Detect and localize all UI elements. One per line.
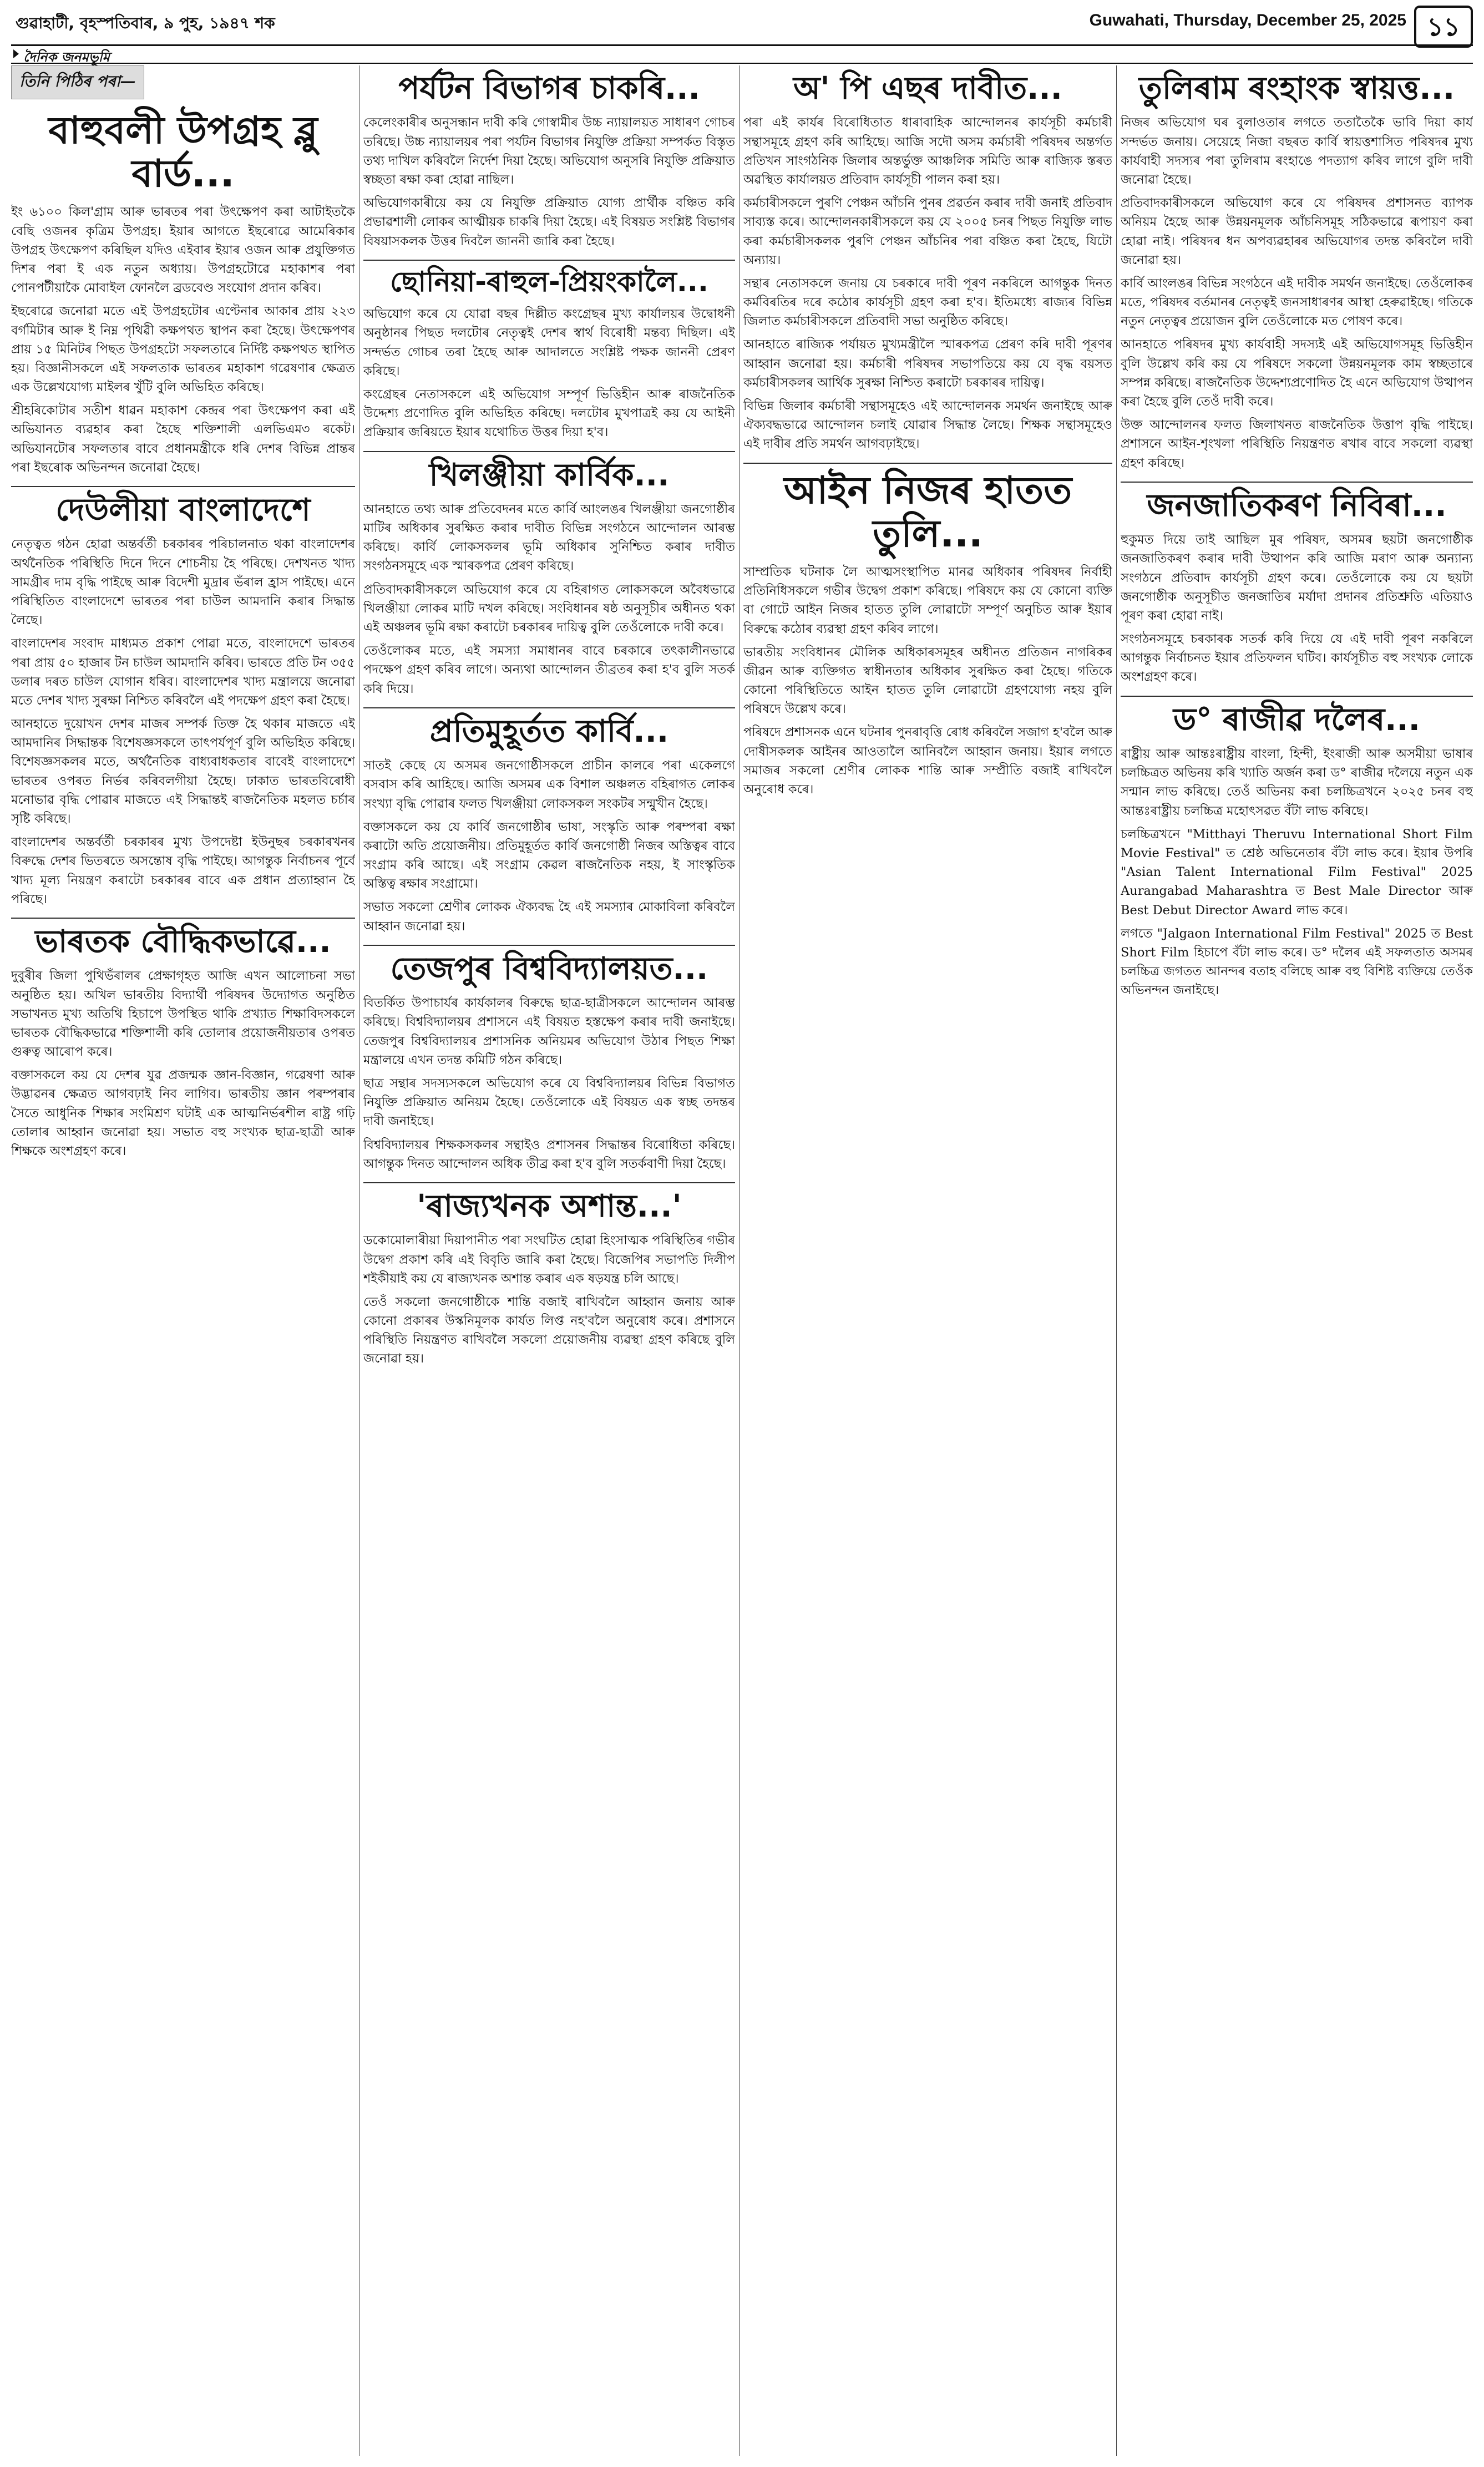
divider <box>363 260 735 261</box>
paragraph: ডকোমোলাৰীয়া দিয়াপানীত পৰা সংঘটিত হোৱা হিংসাত্মক পৰিস্থিতিৰ গভীৰ উদ্বেগ প্ৰকাশ কৰি এই বিবৃতি জাৰি কৰা হৈছে। বিজেপিৰ সভাপতি দিলীপ শইকীয়াই কয় যে ৰাজ্যখনক অশান্ত কৰাৰ এক ষড়যন্ত্ৰ চলি আছে। <box>363 1233 735 1286</box>
brand-bar <box>11 44 1473 64</box>
story-tribal-status <box>1121 488 1473 687</box>
paragraph: সংগঠনসমূহে চৰকাৰক সতৰ্ক কৰি দিয়ে যে এই দাবী পূৰণ নকৰিলে আগন্তুক নিৰ্বাচনত ইয়াৰ প্ৰতিফলন ঘটিব। কাৰ্যসূচীত বহু সংখ্যক লোকে অংশগ্ৰহণ কৰে। <box>1121 632 1473 685</box>
section-label: তিনি পিঠিৰ পৰা— <box>11 65 144 99</box>
paragraph: তেওঁলোকৰ মতে, এই সমস্যা সমাধানৰ বাবে চৰকাৰে তৎকালীনভাৱে পদক্ষেপ গ্ৰহণ কৰিব লাগে। অন্যথা আন্দোলন তীব্ৰতৰ কৰা হ'ব বুলি সতৰ্ক কৰি দিয়ে। <box>363 644 735 696</box>
headline: বাহুবলী উপগ্ৰহ ব্লু বাৰ্ড... <box>48 109 318 196</box>
headline: ছোনিয়া-ৰাহুল-প্ৰিয়ংকালৈ... <box>390 265 708 298</box>
story-tourism <box>363 71 735 251</box>
divider <box>363 707 735 708</box>
story-karbi-every-moment <box>363 714 735 936</box>
story-gandhi <box>363 266 735 442</box>
divider <box>743 463 1112 464</box>
paragraph: পৰিষদে প্ৰশাসনক এনে ঘটনাৰ পুনৰাবৃত্তি ৰোধ কৰিবলৈ সজাগ হ'বলৈ আৰু দোষীসকলক আইনৰ আওতালৈ আনিবলৈ আহ্বান জনায়। ইয়াৰ লগতে সমাজৰ সকলো শ্ৰেণীৰ লোকক শান্তি আৰু সম্প্ৰীতি বজাই ৰাখিবলৈ অনুৰোধ কৰে। <box>743 725 1112 797</box>
paragraph: প্ৰতিবাদকাৰীসকলে অভিযোগ কৰে যে বহিৰাগত লোকসকলে অবৈধভাৱে খিলঞ্জীয়া লোকৰ মাটি দখল কৰিছে। সংবিধানৰ ষষ্ঠ অনুসূচীৰ অধীনত থকা এই অঞ্চলৰ ভূমি ৰক্ষা কৰাটো চৰকাৰৰ দায়িত্ব বুলি তেওঁলোকে দাবী কৰে। <box>363 582 735 635</box>
divider <box>11 918 355 919</box>
story-tezpur-university <box>363 951 735 1173</box>
column-4 <box>1121 65 1473 2456</box>
paragraph: ৰাষ্ট্ৰীয় আৰু আন্তঃৰাষ্ট্ৰীয় বাংলা, হিন্দী, ইংৰাজী আৰু অসমীয়া ভাষাৰ চলচ্চিত্ৰত অভিনয় কৰি খ্যাতি অৰ্জন কৰা ড° ৰাজীৱ দলৈয়ে নতুন এক সন্মান লাভ কৰিছে। তেওঁ অভিনয় কৰা চলচ্চিত্ৰখনে ২০২৫ চনৰ বহু আন্তঃৰাষ্ট্ৰীয় চলচ্চিত্ৰ মহোৎসৱত বঁটা লাভ কৰিছে। <box>1121 747 1473 818</box>
divider <box>1121 696 1473 697</box>
divider <box>1121 482 1473 483</box>
divider <box>363 451 735 452</box>
paragraph: কংগ্ৰেছৰ নেতাসকলে এই অভিযোগ সম্পূৰ্ণ ভিত্তিহীন আৰু ৰাজনৈতিক উদ্দেশ্য প্ৰণোদিত বুলি অভিহিত কৰিছে। দলটোৰ মুখপাত্ৰই কয় যে আইনী প্ৰক্ৰিয়াৰ জৰিয়তে ইয়াৰ যথোচিত উত্তৰ দিয়া হ'ব। <box>363 387 735 440</box>
paragraph: আনহাতে দুয়োখন দেশৰ মাজৰ সম্পৰ্ক তিক্ত হৈ থকাৰ মাজতে এই আমদানিৰ সিদ্ধান্তক বিশেষজ্ঞসকলে তাৎপৰ্যপূৰ্ণ বুলি অভিহিত কৰিছে। বিশেষজ্ঞসকলৰ মতে, অৰ্থনৈতিক বাধ্যবাধকতাৰ বাবেই বাংলাদেশে ভাৰতৰ ওপৰত নিৰ্ভৰ কৰিবলগীয়া হৈছে। ঢাকাত ভাৰতবিৰোধী মনোভাৱ বৃদ্ধি পোৱাৰ মাজতে এই সিদ্ধান্তই ৰাজনৈতিক মহলত চৰ্চাৰ সৃষ্টি কৰিছে। <box>11 717 355 827</box>
story-tuliram <box>1121 71 1473 473</box>
divider <box>363 945 735 946</box>
headline: তেজপুৰ বিশ্ববিদ্যালয়ত... <box>390 950 708 987</box>
headline: প্ৰতিমুহূৰ্তত কাৰ্বি... <box>429 713 669 749</box>
triangle-icon <box>13 49 19 58</box>
headline: তুলিৰাম ৰংহাংক স্বায়ত্ত... <box>1138 70 1455 107</box>
dateline-assamese: গুৱাহাটী, বৃহস্পতিবাৰ, ৯ পুহ, ১৯৪৭ শক <box>16 14 275 32</box>
story-ops <box>743 71 1112 454</box>
paragraph: প্ৰতিবাদকাৰীসকলে অভিযোগ কৰে যে পৰিষদৰ প্ৰশাসনত ব্যাপক অনিয়ম হৈছে আৰু উন্নয়নমূলক আঁচনিসমূহ সঠিকভাৱে ৰূপায়ণ কৰা হোৱা নাই। পৰিষদৰ ধন অপব্যৱহাৰৰ অভিযোগৰ তদন্ত কৰিবলৈ দাবী জনোৱা হয়। <box>1121 196 1473 267</box>
story-law-in-hands <box>743 469 1112 799</box>
paragraph: অভিযোগকাৰীয়ে কয় যে নিযুক্তি প্ৰক্ৰিয়াত যোগ্য প্ৰাৰ্থীক বঞ্চিত কৰি প্ৰভাৱশালী লোকৰ আত্মীয়ক চাকৰি দিয়া হৈছে। এই বিষয়ত সংশ্লিষ্ট বিভাগৰ বিষয়াসকলক উত্তৰ দিবলৈ জাননী জাৰি কৰা হৈছে। <box>363 196 735 249</box>
dateline-english: Guwahati, Thursday, December 25, 2025 <box>1089 11 1406 29</box>
headline: জনজাতিকৰণ নিবিৰা... <box>1147 487 1447 524</box>
paragraph: ভাৰতীয় সংবিধানৰ মৌলিক অধিকাৰসমূহৰ অধীনত প্ৰতিজন নাগৰিকৰ জীৱন আৰু ব্যক্তিগত স্বাধীনতাৰ অধিকাৰ সুৰক্ষিত কৰা হৈছে। গতিকে কোনো পৰিস্থিতিতে আইন হাতত তুলি লোৱাটো গ্ৰহণযোগ্য নহয় বুলি পৰিষদে উল্লেখ কৰে। <box>743 645 1112 717</box>
paragraph: ছাত্ৰ সন্থাৰ সদস্যসকলে অভিযোগ কৰে যে বিশ্ববিদ্যালয়ৰ বিভিন্ন বিভাগত নিযুক্তি প্ৰক্ৰিয়াত অনিয়ম হৈছে। তেওঁলোকে এই বিষয়ত এক স্বচ্ছ তদন্তৰ দাবী জনাইছে। <box>363 1076 735 1129</box>
paragraph: বক্তাসকলে কয় যে কাৰ্বি জনগোষ্ঠীৰ ভাষা, সংস্কৃতি আৰু পৰম্পৰা ৰক্ষা কৰাটো অতি প্ৰয়োজনীয়। প্ৰতিমুহূৰ্তত কাৰ্বি জনগোষ্ঠী নিজৰ অস্তিত্বৰ বাবে সংগ্ৰাম কৰি আছে। এই সংগ্ৰাম কেৱল ৰাজনৈতিক নহয়, ই সাংস্কৃতিক অস্তিত্ব ৰক্ষাৰ সংগ্ৰামো। <box>363 819 735 891</box>
story-bahubali <box>11 109 355 477</box>
story-rajib-doley <box>1121 702 1473 1000</box>
paragraph: বাংলাদেশৰ সংবাদ মাধ্যমত প্ৰকাশ পোৱা মতে, বাংলাদেশে ভাৰতৰ পৰা প্ৰায় ৫০ হাজাৰ টন চাউল আমদানি কৰিব। ভাৰতে প্ৰতি টন ৩৫৫ ডলাৰ দৰত চাউল যোগান ধৰিব। বাংলাদেশৰ খাদ্য মন্ত্ৰালয়ে জনোৱা মতে দেশৰ খাদ্য সুৰক্ষা নিশ্চিত কৰিবলৈ এই পদক্ষেপ গ্ৰহণ কৰা হৈছে। <box>11 636 355 708</box>
paragraph: আনহাতে পৰিষদৰ মুখ্য কাৰ্যবাহী সদস্যই এই অভিযোগসমূহ ভিত্তিহীন বুলি উল্লেখ কৰি কয় যে পৰিষদে সকলো উন্নয়নমূলক কাম স্বচ্ছতাৰে সম্পন্ন কৰিছে। ৰাজনৈতিক উদ্দেশ্যপ্ৰণোদিত হৈ এনে অভিযোগ উত্থাপন কৰা হৈছে বুলি তেওঁ দাবী কৰে। <box>1121 337 1473 409</box>
divider <box>363 1182 735 1183</box>
paragraph: কৰ্মচাৰীসকলে পুৰণি পেঞ্চন আঁচনি পুনৰ প্ৰৱৰ্তন কৰাৰ দাবী জনাই প্ৰতিবাদ সাব্যস্ত কৰে। আন্দোলনকাৰীসকলে কয় যে ২০০৫ চনৰ পিছত নিযুক্তি লাভ কৰা কৰ্মচাৰীসকলক পুৰণি পেঞ্চন আঁচনিৰ পৰা বঞ্চিত কৰা হৈছে, যিটো অন্যায়। <box>743 196 1112 267</box>
paragraph: বাংলাদেশৰ অন্তৰ্বৰ্তী চৰকাৰৰ মুখ্য উপদেষ্টা ইউনুছৰ চৰকাৰখনৰ বিৰুদ্ধে দেশৰ ভিতৰতে অসন্তোষ বৃদ্ধি পাইছে। আগন্তুক নিৰ্বাচনৰ পূৰ্বে খাদ্য মূল্য নিয়ন্ত্ৰণ কৰাটো চৰকাৰৰ বাবে এক প্ৰধান প্ৰত্যাহ্বান হৈ পৰিছে। <box>11 835 355 906</box>
story-unrest <box>363 1189 735 1369</box>
story-bangladesh <box>11 493 355 909</box>
paragraph: কাৰ্বি আংলঙৰ বিভিন্ন সংগঠনে এই দাবীক সমৰ্থন জনাইছে। তেওঁলোকৰ মতে, পৰিষদৰ বৰ্তমানৰ নেতৃত্বই জনসাধাৰণৰ আস্থা হেৰুৱাইছে। গতিকে নতুন নেতৃত্বৰ প্ৰয়োজন বুলি তেওঁলোকে মত পোষণ কৰে। <box>1121 276 1473 329</box>
paragraph: সভাত সকলো শ্ৰেণীৰ লোকক ঐক্যবদ্ধ হৈ এই সমস্যাৰ মোকাবিলা কৰিবলৈ আহ্বান জনোৱা হয়। <box>363 900 735 934</box>
paragraph: ইং ৬১০০ কিল'গ্ৰাম আৰু ভাৰতৰ পৰা উৎক্ষেপণ কৰা আটাইতকৈ বেছি ওজনৰ কৃত্ৰিম উপগ্ৰহ। ইয়াৰ আগতে ইছৰোৱে আমেৰিকাৰ উপগ্ৰহ উৎক্ষেপণ কৰিছিল যদিও এইবাৰ ইয়াৰ ওজন আৰু প্ৰযুক্তিগত দিশৰ পৰা ই এক নতুন অধ্যায়। উপগ্ৰহটোৱে মহাকাশৰ পৰা পোনপটীয়াকৈ মোবাইল ফোনলৈ ব্ৰডবেণ্ড সংযোগ প্ৰদান কৰিব। <box>11 205 355 296</box>
paragraph: লগতে "Jalgaon International Film Festival" 2025 ত Best Short Film হিচাপে বঁটা লাভ কৰে। ড° দলৈৰ এই সফলতাত অসমৰ চলচ্চিত্ৰ জগতত আনন্দৰ বতাহ বলিছে আৰু বহু বিশিষ্ট ব্যক্তিয়ে তেওঁক অভিনন্দন জনাইছে। <box>1121 926 1473 998</box>
column-divider <box>739 65 740 2456</box>
paragraph: কেলেংকাৰীৰ অনুসন্ধান দাবী কৰি গোস্বামীৰ উচ্চ ন্যায়ালয়ত সাধাৰণ গোচৰ তৰিছে। উচ্চ ন্যায়ালয়ৰ পৰা পৰ্যটন বিভাগৰ নিযুক্তি প্ৰক্ৰিয়া সম্পৰ্কত বিস্তৃত তথ্য দাখিল কৰিবলৈ নিৰ্দেশ দিয়া হৈছে। অভিযোগ অনুসৰি নিযুক্তি প্ৰক্ৰিয়াত স্বচ্ছতা ৰক্ষা কৰা হোৱা নাছিল। <box>363 115 735 187</box>
paragraph: নেতৃত্বত গঠন হোৱা অন্তৰ্বৰ্তী চৰকাৰৰ পৰিচালনাত থকা বাংলাদেশৰ অৰ্থনৈতিক পৰিস্থিতি দিনে দিনে শোচনীয় হৈ পৰিছে। দেশখনত খাদ্য সামগ্ৰীৰ দাম বৃদ্ধি পাইছে আৰু বিদেশী মুদ্ৰাৰ ভঁৰাল হ্ৰাস পাইছে। এনে পৰিস্থিতিত বাংলাদেশে ভাৰতৰ পৰা চাউল আমদানি কৰাৰ সিদ্ধান্ত লৈছে। <box>11 537 355 628</box>
paragraph: শ্ৰীহৰিকোটাৰ সতীশ ধাৱন মহাকাশ কেন্দ্ৰৰ পৰা উৎক্ষেপণ কৰা এই অভিযানত ব্যৱহাৰ কৰা হৈছে শক্তিশালী এলভিএম৩ ৰকেট। অভিযানটোৰ সফলতাৰ বাবে প্ৰধানমন্ত্ৰীকে ধৰি দেশৰ বিভিন্ন প্ৰান্তৰ পৰা ইছৰোক অভিনন্দন জনোৱা হৈছে। <box>11 403 355 475</box>
paragraph: নিজৰ অভিযোগ ঘৰ বুলাওতাৰ লগতে ততাতৈকৈ ভাবি দিয়া কাৰ্য সন্দৰ্ভত জনায়। সেয়েহে নিজা বছৰত কাৰ্বি স্বায়ত্তশাসিত পৰিষদৰ মুখ্য কাৰ্যবাহী সদস্যৰ পৰা তুলিৰাম ৰংহাঙে পদত্যাগ কৰিব লাগে বুলি দাবী জনোৱা হৈছে। <box>1121 115 1473 187</box>
paragraph: বিশ্ববিদ্যালয়ৰ শিক্ষকসকলৰ সন্থাইও প্ৰশাসনৰ সিদ্ধান্তৰ বিৰোধিতা কৰিছে। আগন্তুক দিনত আন্দোলন অধিক তীব্ৰ কৰা হ'ব বুলি সতৰ্কবাণী দিয়া হৈছে। <box>363 1137 735 1171</box>
headline: 'ৰাজ্যখনক অশান্ত...' <box>417 1188 682 1224</box>
divider <box>11 486 355 487</box>
headline: দেউলীয়া বাংলাদেশে <box>55 492 311 528</box>
column-3 <box>743 65 1112 2456</box>
paragraph: উক্ত আন্দোলনৰ ফলত জিলাখনত ৰাজনৈতিক উত্তাপ বৃদ্ধি পাইছে। প্ৰশাসনে আইন-শৃংখলা পৰিস্থিতি নিয়ন্ত্ৰণত ৰখাৰ বাবে সকলো ব্যৱস্থা গ্ৰহণ কৰিছে। <box>1121 418 1473 470</box>
paragraph: সন্থাৰ নেতাসকলে জনায় যে চৰকাৰে দাবী পূৰণ নকৰিলে আগন্তুক দিনত কৰ্মবিৰতিৰ দৰে কঠোৰ কাৰ্যসূচী গ্ৰহণ কৰা হ'ব। ইতিমধ্যে ৰাজ্যৰ বিভিন্ন জিলাত কৰ্মচাৰীসকলে প্ৰতিবাদী সভা অনুষ্ঠিত কৰিছে। <box>743 276 1112 329</box>
headline: পৰ্যটন বিভাগৰ চাকৰি... <box>398 70 700 107</box>
paragraph: দুবুৰীৰ জিলা পুথিভঁৰালৰ প্ৰেক্ষাগৃহত আজি এখন আলোচনা সভা অনুষ্ঠিত হয়। অখিল ভাৰতীয় বিদ্যাৰ্থী পৰিষদৰ উদ্যোগত অনুষ্ঠিত সভাখনত মুখ্য অতিথি হিচাপে উপস্থিত থাকি প্ৰখ্যাত শিক্ষাবিদসকলে ভাৰতক বৌদ্ধিকভাৱে শক্তিশালী কৰি তোলাৰ প্ৰয়োজনীয়তাৰ ওপৰত গুৰুত্ব আৰোপ কৰে। <box>11 969 355 1060</box>
paragraph: তেওঁ সকলো জনগোষ্ঠীকে শান্তি বজাই ৰাখিবলৈ আহ্বান জনায় আৰু কোনো প্ৰকাৰৰ উস্কনিমূলক কাৰ্যত লিপ্ত নহ'বলৈ অনুৰোধ কৰে। প্ৰশাসনে পৰিস্থিতি নিয়ন্ত্ৰণত ৰাখিবলৈ সকলো প্ৰয়োজনীয় ব্যৱস্থা গ্ৰহণ কৰিছে বুলি জনোৱা হয়। <box>363 1294 735 1366</box>
paragraph: আনহাতে ৰাজ্যিক পৰ্যায়ত মুখ্যমন্ত্ৰীলৈ স্মাৰকপত্ৰ প্ৰেৰণ কৰি দাবী পূৰণৰ আহ্বান জনোৱা হয়। কৰ্মচাৰী পৰিষদৰ সভাপতিয়ে কয় যে বৃদ্ধ বয়সত কৰ্মচাৰীসকলৰ আৰ্থিক সুৰক্ষা নিশ্চিত কৰাটো চৰকাৰৰ দায়িত্ব। <box>743 337 1112 390</box>
paragraph: সাতই কেছে যে অসমৰ জনগোষ্ঠীসকলে প্ৰাচীন কালৰে পৰা একেলগে বসবাস কৰি আহিছে। আজি অসমৰ এক বিশাল অঞ্চলত বহিৰাগত লোকৰ সংখ্যা বৃদ্ধি পোৱাৰ ফলত খিলঞ্জীয়া লোকসকল সংকটৰ সন্মুখীন হৈছে। <box>363 758 735 811</box>
paragraph: বক্তাসকলে কয় যে দেশৰ যুৱ প্ৰজন্মক জ্ঞান-বিজ্ঞান, গৱেষণা আৰু উদ্ভাৱনৰ ক্ষেত্ৰত আগবঢ়াই নিব লাগিব। ভাৰতীয় জ্ঞান পৰম্পৰাৰ সৈতে আধুনিক শিক্ষাৰ সংমিশ্ৰণ ঘটাই এক আত্মনিৰ্ভৰশীল ৰাষ্ট্ৰ গঢ়ি তোলাৰ আহ্বান জনোৱা হয়। সভাত বহু সংখ্যক ছাত্ৰ-ছাত্ৰী আৰু শিক্ষকে অংশগ্ৰহণ কৰে। <box>11 1068 355 1159</box>
headline: খিলঞ্জীয়া কাৰ্বিক... <box>429 457 670 493</box>
newspaper-brand: দৈনিক জনমভূমি <box>23 49 110 65</box>
story-intellectual <box>11 924 355 1161</box>
paragraph: সাম্প্ৰতিক ঘটনাক লৈ আত্মসংস্থাপিত মানৱ অধিকাৰ পৰিষদৰ নিৰ্বাহী প্ৰতিনিধিসকলে গভীৰ উদ্বেগ প্ৰকাশ কৰিছে। পৰিষদে কয় যে কোনো ব্যক্তি বা গোটে আইন নিজৰ হাতত তুলি লোৱাটো সম্পূৰ্ণ অনুচিত আৰু ইয়াৰ বিৰুদ্ধে কঠোৰ ব্যৱস্থা গ্ৰহণ কৰিব লাগে। <box>743 564 1112 636</box>
headline: ড° ৰাজীৱ দলৈৰ... <box>1173 701 1420 738</box>
paragraph: অভিযোগ কৰে যে যোৱা বছৰ দিল্লীত কংগ্ৰেছৰ মুখ্য কাৰ্যালয়ৰ উদ্বোধনী অনুষ্ঠানৰ পিছত দলটোৰ নেতৃত্বই দেশৰ স্বাৰ্থ বিৰোধী মন্তব্য দিছিল। এই সন্দৰ্ভত গোচৰ তৰা হৈছে আৰু আদালতে সংশ্লিষ্ট পক্ষক জাননী প্ৰেৰণ কৰিছে। <box>363 307 735 378</box>
page-number: ১১ <box>1414 6 1473 48</box>
story-karbi <box>363 458 735 698</box>
headline: ভাৰতক বৌদ্ধিকভাৱে... <box>35 923 331 960</box>
headline: আইন নিজৰ হাতত তুলি... <box>783 468 1072 556</box>
paragraph: চলচ্চিত্ৰখনে "Mitthayi Theruvu International Short Film Movie Festival" ত শ্ৰেষ্ঠ অভিনেতাৰ বঁটা লাভ কৰে। ইয়াৰ উপৰি "Asian Talent International Film Festival" 2025 Aurangabad Maharashtra ত Best Male Director আৰু Best Debut Director Award লাভ কৰে। <box>1121 827 1473 918</box>
column-1 <box>11 65 355 2456</box>
paragraph: আনহাতে তথ্য আৰু প্ৰতিবেদনৰ মতে কাৰ্বি আংলঙৰ খিলঞ্জীয়া জনগোষ্ঠীৰ মাটিৰ অধিকাৰ সুৰক্ষিত কৰাৰ দাবীত বিভিন্ন সংগঠনে আন্দোলন আৰম্ভ কৰিছে। কাৰ্বি লোকসকলৰ ভূমি অধিকাৰ সুনিশ্চিত কৰাৰ দাবীত সংগঠনসমূহে এক স্মাৰকপত্ৰ প্ৰেৰণ কৰিছে। <box>363 501 735 574</box>
paragraph: পৰা এই কাৰ্যৰ বিৰোধিতাত ধাৰাবাহিক আন্দোলনৰ কাৰ্যসূচী কৰ্মচাৰী সন্থাসমূহে গ্ৰহণ কৰি আহিছে। আজি সদৌ অসম কৰ্মচাৰী পৰিষদৰ অন্তৰ্গত প্ৰতিখন সাংগঠনিক জিলাৰ অন্তৰ্ভুক্ত আঞ্চলিক সমিতি আৰু ৰাজ্যিক স্তৰত অৱস্থিত কাৰ্যালয়ত প্ৰতিবাদ কাৰ্যসূচী পালন কৰা হয়। <box>743 115 1112 187</box>
column-2 <box>363 65 735 2456</box>
paragraph: বিতৰ্কিত উপাচাৰ্যৰ কাৰ্যকালৰ বিৰুদ্ধে ছাত্ৰ-ছাত্ৰীসকলে আন্দোলন আৰম্ভ কৰিছে। বিশ্ববিদ্যালয়ৰ প্ৰশাসনে এই বিষয়ত হস্তক্ষেপ কৰাৰ দাবী জনাইছে। তেজপুৰ বিশ্ববিদ্যালয়ৰ প্ৰশাসনিক অনিয়মৰ অভিযোগ উঠাৰ পিছত শিক্ষা মন্ত্ৰালয়ে এখন তদন্ত কমিটি গঠন কৰিছে। <box>363 996 735 1067</box>
column-divider <box>1116 65 1117 2456</box>
paragraph: বিভিন্ন জিলাৰ কৰ্মচাৰী সন্থাসমূহেও এই আন্দোলনক সমৰ্থন জনাইছে আৰু ঐক্যবদ্ধভাৱে আন্দোলন চলাই যোৱাৰ সিদ্ধান্ত লৈছে। শিক্ষক সন্থাসমূহেও এই দাবীৰ প্ৰতি সমৰ্থন আগবঢ়াইছে। <box>743 399 1112 452</box>
paragraph: ইছৰোৱে জনোৱা মতে এই উপগ্ৰহটোৰ এণ্টেনাৰ আকাৰ প্ৰায় ২২৩ বৰ্গমিটাৰ আৰু ই নিম্ন পৃথিৱী কক্ষপথত স্থাপন কৰা হৈছে। উৎক্ষেপণৰ প্ৰায় ১৫ মিনিটৰ পিছত উপগ্ৰহটো সফলতাৰে নিৰ্দিষ্ট কক্ষপথত স্থাপিত হয়। বিজ্ঞানীসকলে এই সফলতাক ভাৰতৰ মহাকাশ গৱেষণাৰ ক্ষেত্ৰত এক উল্লেখযোগ্য মাইলৰ খুঁটি বুলি অভিহিত কৰিছে। <box>11 304 355 395</box>
paragraph: হুকুমত দিয়ে তাই আছিল মুৰ পৰিষদ, অসমৰ ছয়টা জনগোষ্ঠীক জনজাতিকৰণ কৰাৰ দাবী উত্থাপন কৰি আজি মৰাণ আৰু অন্যান্য সংগঠনে প্ৰতিবাদ কাৰ্যসূচী গ্ৰহণ কৰে। তেওঁলোকে কয় যে ছয়টা জনগোষ্ঠীক অনুসূচীত জনজাতিৰ মৰ্যাদা প্ৰদানৰ প্ৰতিশ্ৰুতি এতিয়াও পূৰণ কৰা হোৱা নাই। <box>1121 533 1473 623</box>
headline: অ' পি এছৰ দাবীত... <box>793 70 1062 107</box>
